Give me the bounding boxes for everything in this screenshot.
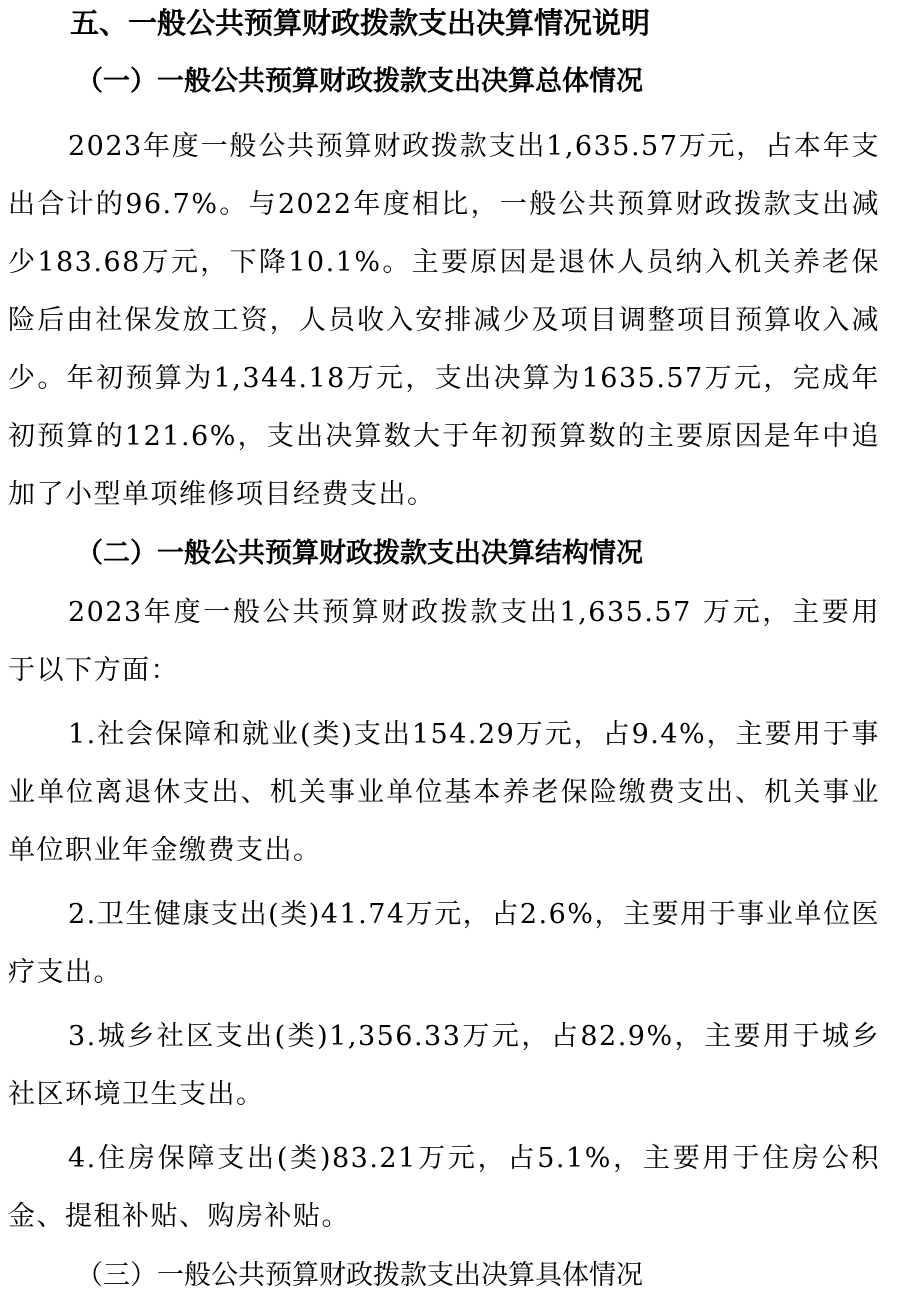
list-item-1: 1.社会保障和就业(类)支出154.29万元，占9.4%，主要用于事业单位离退休支出、机关事业单位基本养老保险缴费支出、机关事业单位职业年金缴费支出。 — [8, 719, 880, 866]
list-item-2: 2.卫生健康支出(类)41.74万元，占2.6%，主要用于事业单位医疗支出。 — [8, 899, 880, 988]
subsection-1-paragraph: 2023年度一般公共预算财政拨款支出1,635.57万元，占本年支出合计的96.7%。与2022年度相比，一般公共预算财政拨款支出减少183.68万元，下降10.1%。主要原因是退休人员纳入机关养老保险后由社保发放工资，人员收入安排减少及项目调整项目预算收入减少。年初预算为1,344.18万元，支出决算为1635.57万元，完成年初预算的121.6%，支出决算数大于年初预算数的主要原因是年中追加了小型单项维修项目经费支出。 — [8, 131, 880, 510]
subsection-1-title: （一）一般公共预算财政拨款支出决算总体情况 — [76, 66, 643, 97]
subsection-3-title: （三）一般公共预算财政拨款支出决算具体情况 — [76, 1260, 643, 1291]
subsection-2-title: （二）一般公共预算财政拨款支出决算结构情况 — [76, 538, 643, 569]
list-item-4: 4.住房保障支出(类)83.21万元，占5.1%，主要用于住房公积金、提租补贴、购房补贴。 — [8, 1143, 880, 1232]
section-title: 五、一般公共预算财政拨款支出决算情况说明 — [70, 6, 651, 40]
subsection-2-intro: 2023年度一般公共预算财政拨款支出1,635.57 万元，主要用于以下方面： — [8, 597, 880, 686]
list-item-3: 3.城乡社区支出(类)1,356.33万元，占82.9%，主要用于城乡社区环境卫生支出。 — [8, 1021, 880, 1110]
document-page — [8, 0, 880, 1306]
